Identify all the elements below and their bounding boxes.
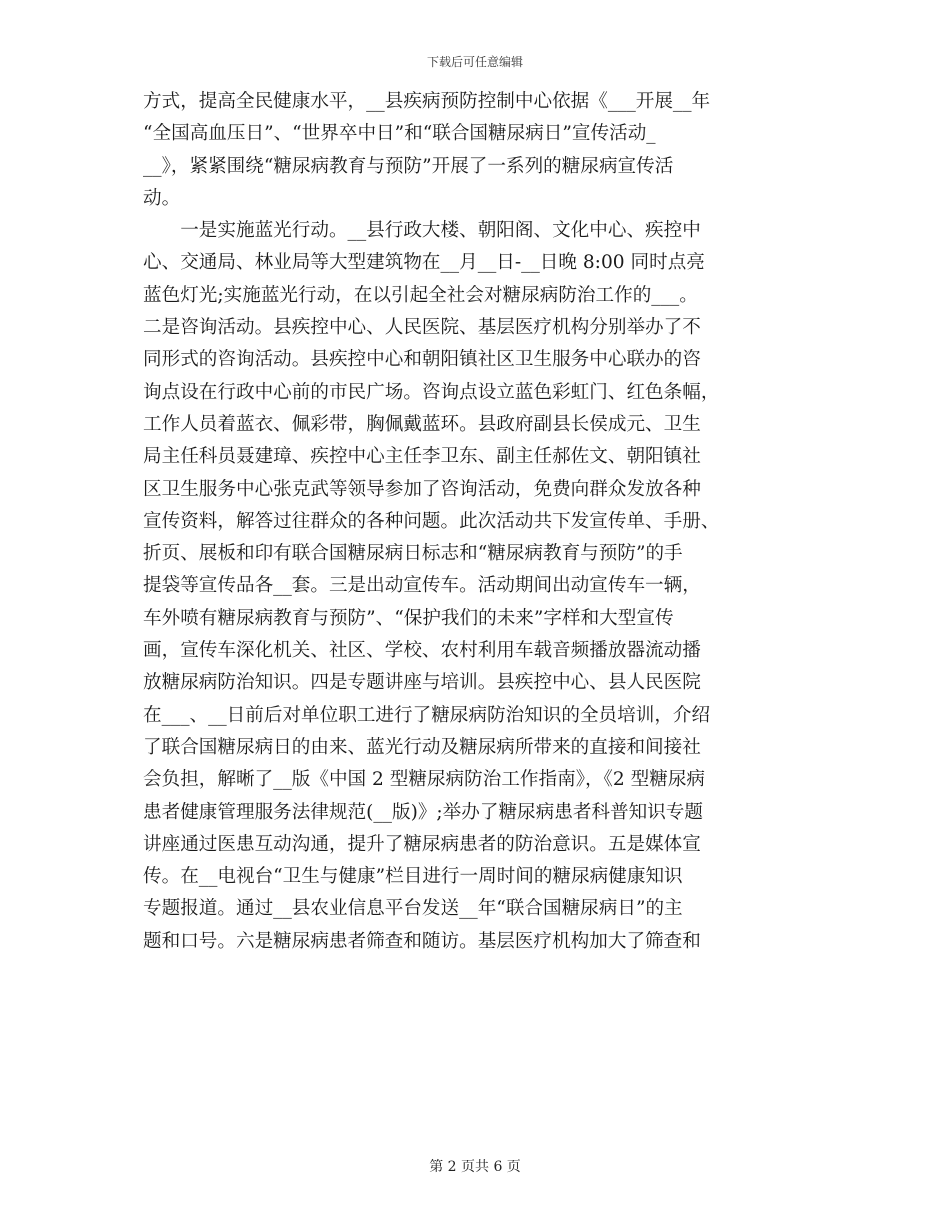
text-line: 蓝色灯光;实施蓝光行动，在以引起全社会对糖尿病防治工作的___。 (143, 284, 698, 306)
text-line: 传。在__电视台“卫生与健康”栏目进行一周时间的糖尿病健康知识 (143, 866, 683, 888)
text-line: 提袋等宣传品各__套。三是出动宣传车。活动期间出动宣传车一辆， (143, 575, 701, 597)
text-line: 区卫生服务中心张克武等领导参加了咨询活动，免费向群众发放各种 (143, 478, 701, 500)
text-line: 动。 (143, 187, 181, 209)
text-line: 在___、__日前后对单位职工进行了糖尿病防治知识的全员培训，介绍 (143, 704, 711, 726)
text-line: 题和口号。六是糖尿病患者筛查和随访。基层医疗机构加大了筛查和 (143, 930, 701, 952)
text-line: 折页、展板和印有联合国糖尿病日标志和“糖尿病教育与预防”的手 (143, 543, 683, 565)
text-line: 患者健康管理服务法律规范(__版)》;举办了糖尿病患者科普知识专题 (143, 801, 703, 823)
text-line: __》，紧紧围绕“糖尿病教育与预防”开展了一系列的糖尿病宣传活 (143, 155, 674, 177)
text-line: 放糖尿病防治知识。四是专题讲座与培训。县疾控中心、县人民医院 (143, 672, 701, 694)
text-line: 心、交通局、林业局等大型建筑物在__月__日-__日晚 8:00 同时点亮 (143, 252, 705, 274)
text-line: 询点设在行政中心前的市民广场。咨询点设立蓝色彩虹门、红色条幅， (143, 381, 720, 403)
page-header: 下载后可任意编辑 (426, 55, 523, 69)
text-line: 二是咨询活动。县疾控中心、人民医院、基层医疗机构分别举办了不 (143, 317, 701, 339)
text-line: 会负担，解晰了__版《中国 2 型糖尿病防治工作指南》，《2 型糖尿病 (143, 769, 706, 791)
text-line: 宣传资料，解答过往群众的各种问题。此次活动共下发宣传单、手册、 (143, 510, 720, 532)
text-line: 同形式的咨询活动。县疾控中心和朝阳镇社区卫生服务中心联办的咨 (143, 349, 701, 371)
text-line: 一是实施蓝光行动。__县行政大楼、朝阳阁、文化中心、疾控中 (143, 220, 701, 242)
text-line: 讲座通过医患互动沟通，提升了糖尿病患者的防治意识。五是媒体宣 (143, 833, 701, 855)
page-footer: 第 2 页共 6 页 (429, 1159, 521, 1175)
text-line: 车外喷有糖尿病教育与预防”、“保护我们的未来”字样和大型宣传 (143, 607, 674, 629)
document-body (143, 86, 809, 958)
text-line: 画，宣传车深化机关、社区、学校、农村利用车载音频播放器流动播 (143, 640, 701, 662)
text-line: 了联合国糖尿病日的由来、蓝光行动及糖尿病所带来的直接和间接社 (143, 736, 701, 758)
text-line: 专题报道。通过__县农业信息平台发送__年“联合国糖尿病日”的主 (143, 898, 683, 920)
text-line: “全国高血压日”、“世界卒中日”和“联合国糖尿病日”宣传活动_ (143, 123, 656, 145)
text-line: 局主任科员聂建璋、疾控中心主任李卫东、副主任郝佐文、朝阳镇社 (143, 446, 701, 468)
text-line: 方式，提高全民健康水平，__县疾病预防控制中心依据《___开展__年 (143, 91, 711, 112)
text-line: 工作人员着蓝衣、佩彩带，胸佩戴蓝环。县政府副县长侯成元、卫生 (143, 413, 701, 435)
